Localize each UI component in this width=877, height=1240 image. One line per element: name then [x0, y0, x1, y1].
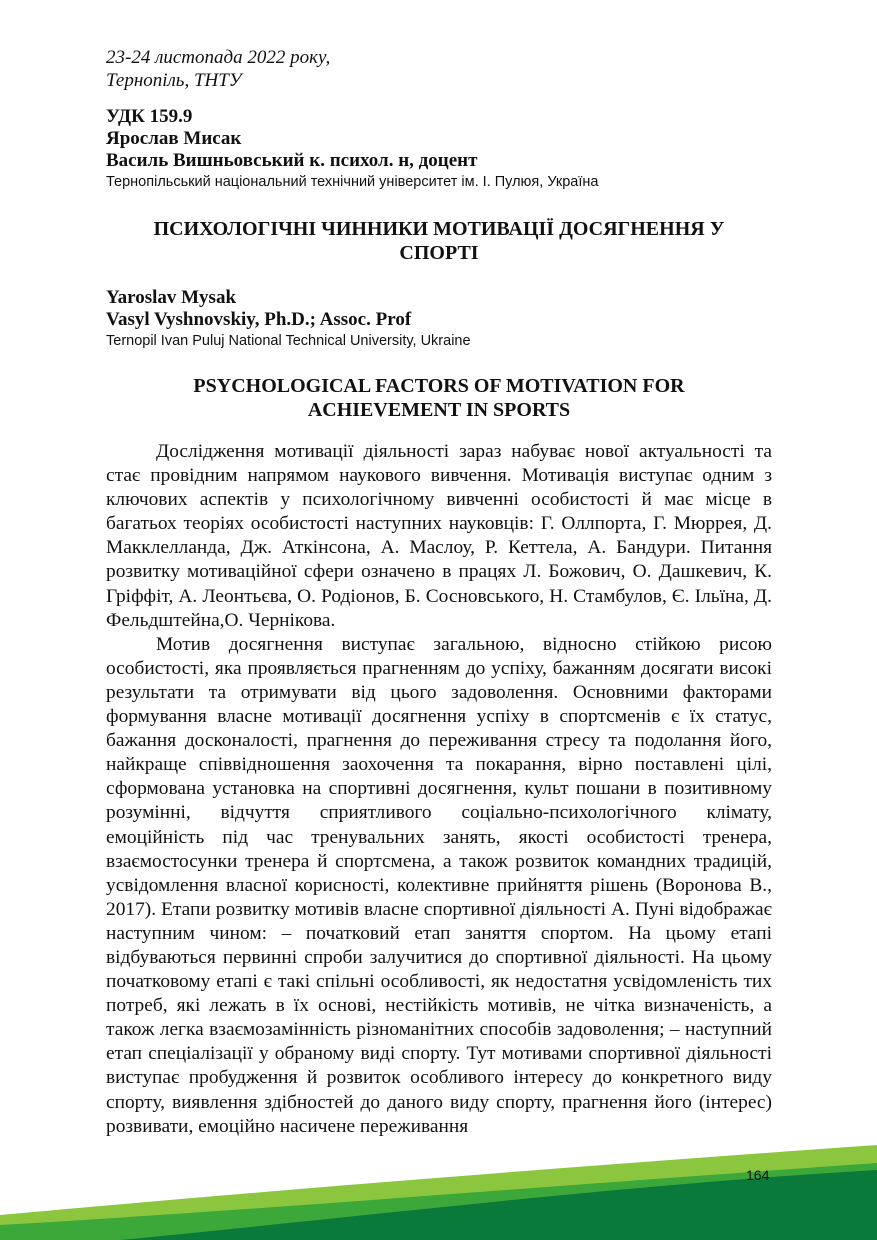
author-name: Vasyl Vyshnovskiy, Ph.D.; Assoc. Prof: [106, 309, 412, 330]
author-name: Yaroslav Mysak: [106, 287, 237, 308]
affiliation: Ternopil Ivan Puluj National Technical University, Ukraine: [106, 333, 471, 349]
page-number: 164: [746, 1167, 770, 1183]
affiliation: Тернопільський національний технічний університет ім. І. Пулюя, Україна: [106, 174, 599, 190]
conference-date: 23-24 листопада 2022 року,: [106, 47, 331, 68]
title-line: ACHIEVEMENT IN SPORTS: [307, 399, 571, 421]
conference-place: Тернопіль, ТНТУ: [106, 70, 242, 91]
article-body: [106, 440, 772, 1139]
author-name: Василь Вишньовський к. психол. н, доцент: [106, 150, 478, 171]
conference-header: [106, 46, 330, 92]
udc-code: УДК 159.9: [106, 106, 193, 127]
title-line: PSYCHOLOGICAL FACTORS OF MOTIVATION FOR: [193, 375, 685, 397]
title-en: [106, 374, 772, 422]
author-name: Ярослав Мисак: [106, 128, 242, 149]
title-line: ПСИХОЛОГІЧНІ ЧИННИКИ МОТИВАЦІЇ ДОСЯГНЕННЯ У: [153, 218, 725, 240]
body-paragraph: Дослідження мотивації діяльності зараз набуває нової актуальності та стає провідним напрямом наукового вивчення. Мотивація виступає одним з ключових аспектів у психологічному вивченні особистості й має місце в багатьох теоріях особистості наступних науковців: Г. Оллпорта, Г. Мюррея, Д. Макклелланда, Дж. Аткінсона, А. Маслоу, Р. Кеттела, А. Бандури. Питання розвитку мотиваційної сфери означено в працях Л. Божович, О. Дашкевич, К. Гріффіт, А. Леонтьєва, О. Родіонов, Б. Сосновського, Н. Стамбулов, Є. Ільїна, Д. Фельдштейна,О. Чернікова.: [106, 441, 772, 631]
body-paragraph: Мотив досягнення виступає загальною, відносно стійкою рисою особистості, яка проявляється прагненням до успіху, бажанням досягати високі результати та отримувати від цього задоволення. Основними факторами формування власне мотивації досягнення успіху в спортсменів є їх статус, бажання досконалості, прагнення до переживання стресу та подолання його, найкраще співвідношення заохочення та покарання, вірно поставлені цілі, сформована установка на спортивні досягнення, культ пошани в позитивному розумінні, відчуття сприятливого соціально-психологічного клімату, емоційність під час тренувальних занять, якості особистості тренера, взаємостосунки тренера й спортсмена, а також розвиток командних традицій, усвідомлення власної корисності, колективне прийняття рішень (Воронова В., 2017). Етапи розвитку мотивів власне спортивної діяльності А. Пуні відображає наступним чином: – початковий етап заняття спортом. На цьому етапі відбуваються первинні спроби залучитися до спортивної діяльності. На цьому початковому етапі є такі спільні особливості, як недостатня усвідомленість тих потреб, які лежать в їх основі, нестійкість мотивів, не чітка визначеність, а також легка взаємозамінність різноманітних способів задоволення; – наступний етап спеціалізації у обраному виді спорту. Тут мотивами спортивної діяльності виступає пробудження й розвиток особливого інтересу до конкретного виду спорту, виявлення здібностей до даного виду спорту, прагнення його (інтерес) розвивати, емоційно насичене переживання: [106, 633, 772, 1137]
authors-block-ua: [106, 106, 598, 192]
title-ua: [106, 217, 772, 265]
title-line: СПОРТІ: [399, 242, 479, 264]
authors-block-en: [106, 287, 471, 351]
